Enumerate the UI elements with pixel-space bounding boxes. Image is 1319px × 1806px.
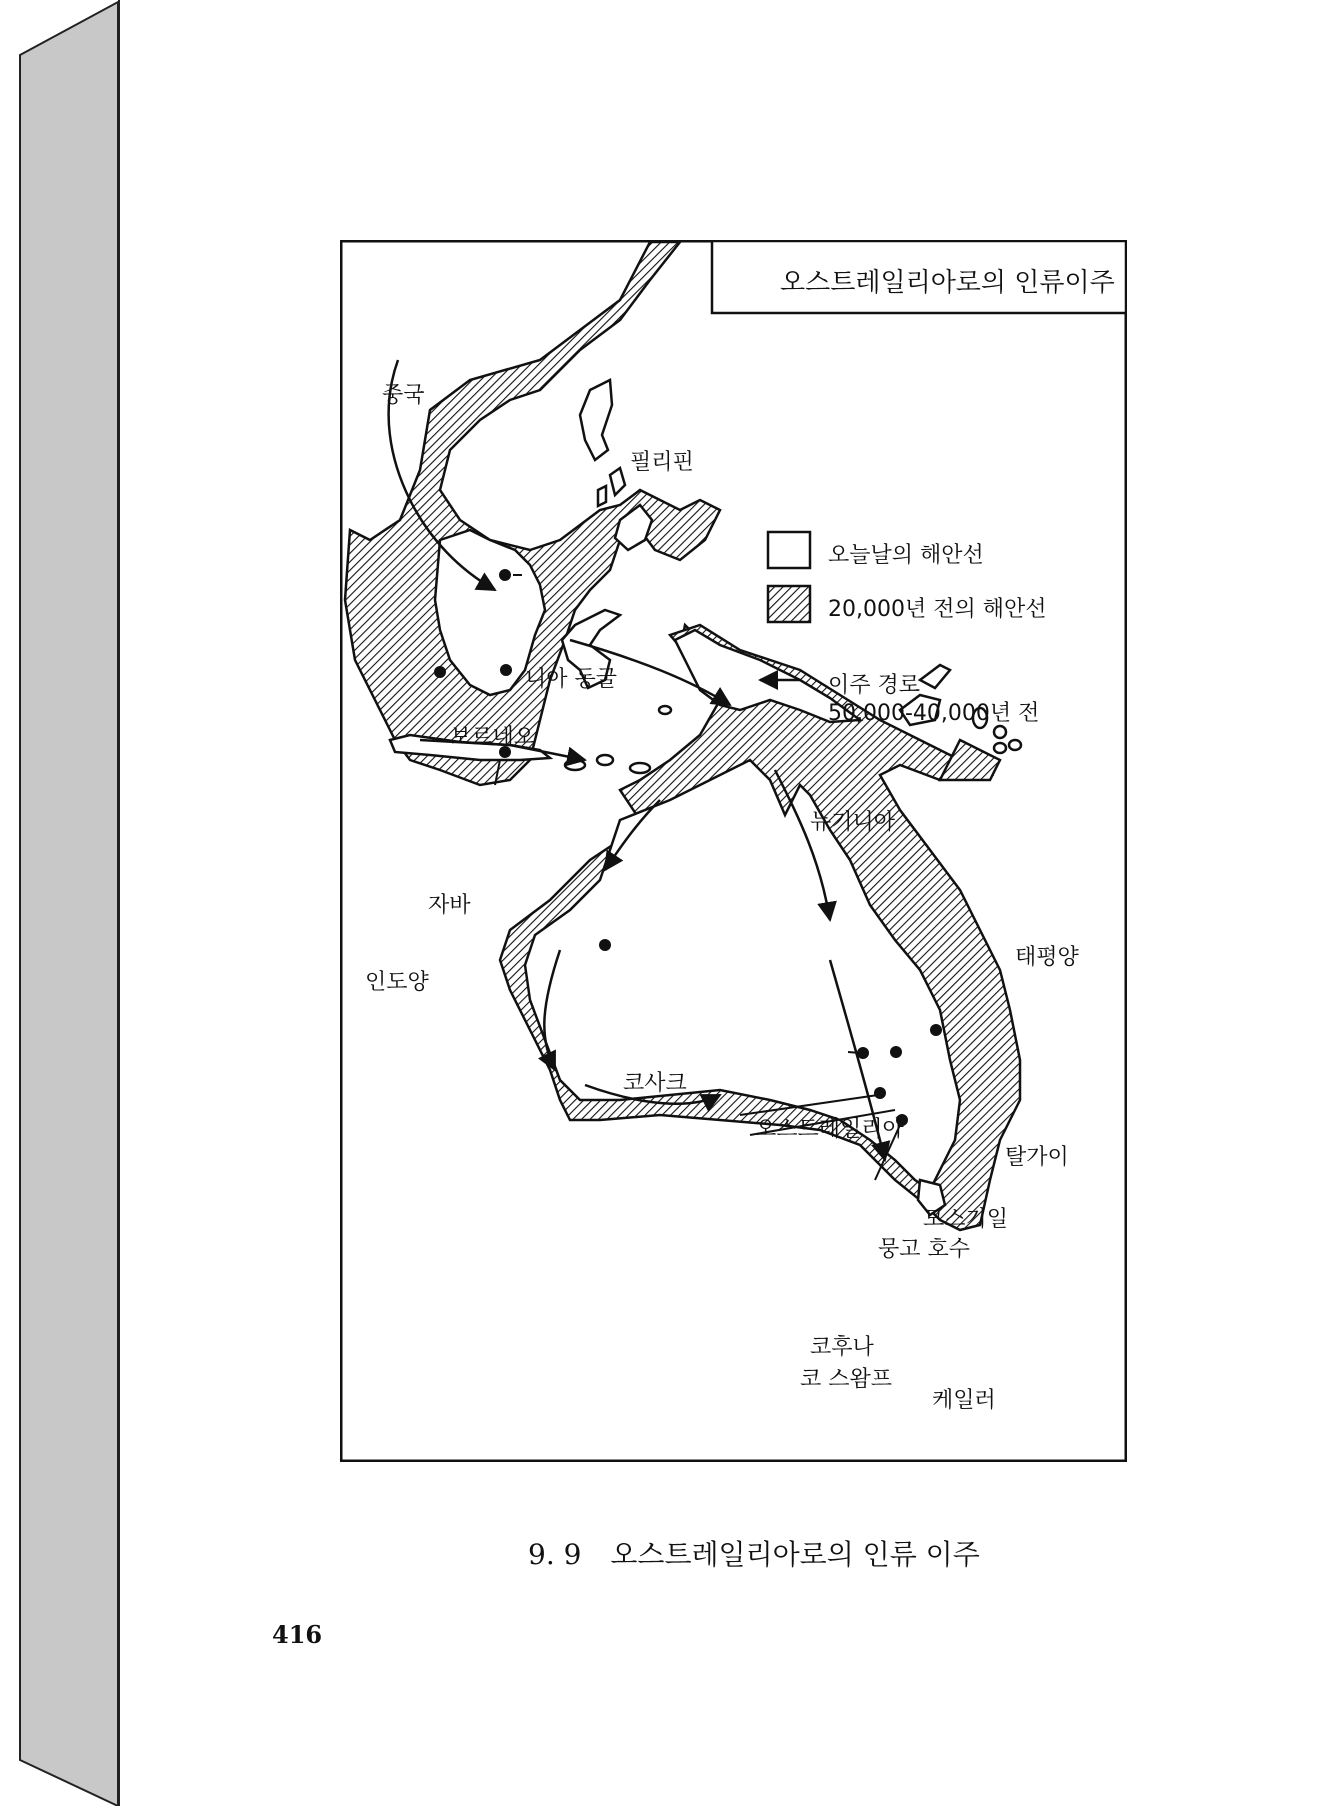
label-pacific: 태평양 bbox=[1015, 945, 1079, 970]
label-australia: 오스트레일리아 bbox=[755, 1117, 904, 1142]
label-new-guinea: 뉴기니아 bbox=[810, 810, 896, 835]
legend-route-date: 50,000-40,000년 전 bbox=[828, 701, 1040, 726]
label-java: 자바 bbox=[428, 893, 471, 918]
label-koonalda: 코사크 bbox=[623, 1071, 687, 1096]
caption-text: 오스트레일리아로의 인류 이주 bbox=[610, 1538, 980, 1571]
label-kow-nana: 코후나 bbox=[810, 1335, 874, 1360]
site-kosak-dot bbox=[599, 939, 611, 951]
map-drawing bbox=[340, 240, 1127, 1462]
label-kow-swamp: 코 스왐프 bbox=[800, 1367, 893, 1392]
site-mossgiel-dot bbox=[890, 1046, 902, 1058]
label-talgai: 탈가이 bbox=[1005, 1145, 1069, 1170]
map-figure bbox=[340, 240, 1127, 1462]
label-indian-ocean: 인도양 bbox=[365, 970, 429, 995]
label-borneo: 보르네오 bbox=[450, 725, 536, 750]
label-lake-mungo: 뭉고 호수 bbox=[878, 1237, 971, 1262]
page-number: 416 bbox=[272, 1620, 323, 1649]
map-title: 오스트레일리아로의 인류이주 bbox=[780, 268, 1115, 298]
figure-caption bbox=[528, 1533, 980, 1573]
book-edge bbox=[0, 0, 120, 1806]
site-talgai-dot bbox=[930, 1024, 942, 1036]
site-niah-dot bbox=[499, 569, 511, 581]
label-philippines: 필리핀 bbox=[630, 450, 694, 475]
legend-past-label: 20,000년 전의 해안선 bbox=[828, 597, 1047, 622]
site-kownana-dot bbox=[874, 1087, 886, 1099]
label-mossgiel: 모스기일 bbox=[923, 1207, 1009, 1232]
label-niah: 니아 동굴 bbox=[525, 667, 618, 692]
site-java-dot bbox=[500, 664, 512, 676]
legend-today-label: 오늘날의 해안선 bbox=[828, 543, 984, 568]
label-keilor: 케일러 bbox=[932, 1388, 996, 1413]
legend-route-label: 이주 경로 bbox=[828, 673, 921, 698]
label-china: 중국 bbox=[382, 383, 425, 408]
legend-past-swatch bbox=[768, 586, 810, 622]
caption-number: 9. 9 bbox=[528, 1538, 582, 1571]
legend-today-swatch bbox=[768, 532, 810, 568]
